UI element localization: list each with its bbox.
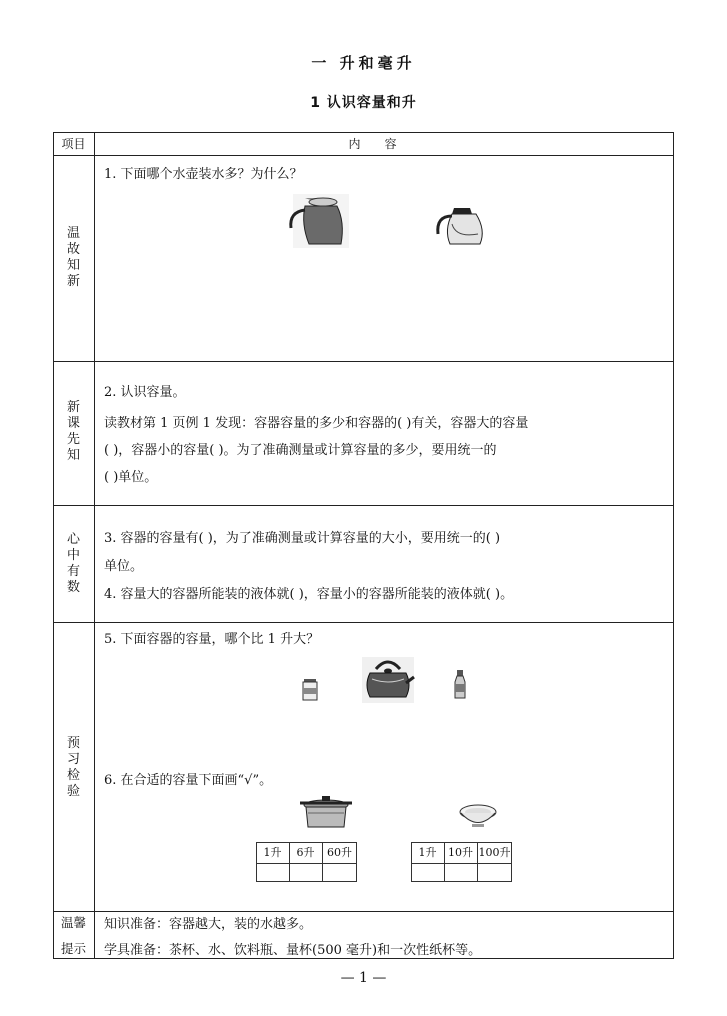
large-kettle-icon (283, 188, 353, 250)
answer-cell[interactable] (256, 864, 289, 882)
tips-label-bottom: 提示 (60, 941, 86, 956)
row-divider (53, 622, 674, 623)
row-divider (53, 361, 674, 362)
section-label-review: 温 故 知 新 (66, 226, 80, 289)
capacity-option: 6升 (296, 846, 315, 859)
kettle-icon (360, 655, 416, 705)
section-label-check: 预 习 检 验 (66, 736, 80, 799)
answer-cell[interactable] (322, 864, 357, 882)
lesson-title: 1 认识容量和升 (310, 95, 417, 111)
row-divider (53, 505, 674, 506)
bowl-icon (458, 802, 498, 830)
question-6: 6. 在合适的容量下面画“√”。 (104, 773, 273, 788)
header-content: 内容 (348, 137, 421, 151)
section-label-preview: 新 课 先 知 (66, 400, 80, 463)
question-2-line-2: ( )，容器小的容量( )。为了准确测量或计算容量的多少，要用统一的 (104, 443, 497, 458)
tip-materials: 学具准备：茶杯、水、饮料瓶、量杯(500 毫升)和一次性纸杯等。 (104, 943, 482, 958)
small-kettle-icon (432, 204, 490, 248)
answer-cell[interactable] (289, 864, 322, 882)
question-1: 1. 下面哪个水壶装水多？为什么？ (104, 167, 303, 182)
question-2-title: 2. 认识容量。 (104, 385, 186, 400)
column-divider (94, 132, 95, 959)
header-item: 项目 (61, 137, 86, 151)
bottle-icon (452, 668, 468, 702)
capacity-option: 1升 (418, 846, 437, 859)
question-5: 5. 下面容器的容量，哪个比 1 升大？ (104, 632, 320, 647)
answer-cell[interactable] (411, 864, 444, 882)
question-3-line-2: 单位。 (104, 559, 144, 574)
capacity-option: 10升 (448, 846, 473, 859)
section-label-mind: 心 中 有 数 (66, 532, 80, 595)
small-jar-icon (300, 675, 320, 703)
pressure-cooker-icon (298, 795, 356, 831)
question-3-line-1: 3. 容器的容量有( )，为了准确测量或计算容量的大小，要用统一的( ) (104, 531, 501, 546)
question-2-line-1: 读教材第 1 页例 1 发现：容器容量的多少和容器的( )有关，容器大的容量 (104, 416, 529, 431)
row-divider (53, 155, 674, 156)
question-2-line-3: ( )单位。 (104, 470, 158, 485)
answer-cell[interactable] (444, 864, 477, 882)
unit-title: 一 升和毫升 (311, 54, 416, 72)
page-number: — 1 — (340, 970, 387, 986)
capacity-option: 100升 (478, 846, 511, 859)
capacity-option: 60升 (327, 846, 352, 859)
answer-cell[interactable] (477, 864, 512, 882)
row-divider (53, 911, 674, 912)
question-4: 4. 容量大的容器所能装的液体就( )，容量小的容器所能装的液体就( )。 (104, 587, 514, 602)
tip-knowledge: 知识准备：容器越大，装的水越多。 (104, 917, 313, 932)
capacity-option: 1升 (263, 846, 282, 859)
tips-label-top: 温馨 (60, 915, 86, 930)
